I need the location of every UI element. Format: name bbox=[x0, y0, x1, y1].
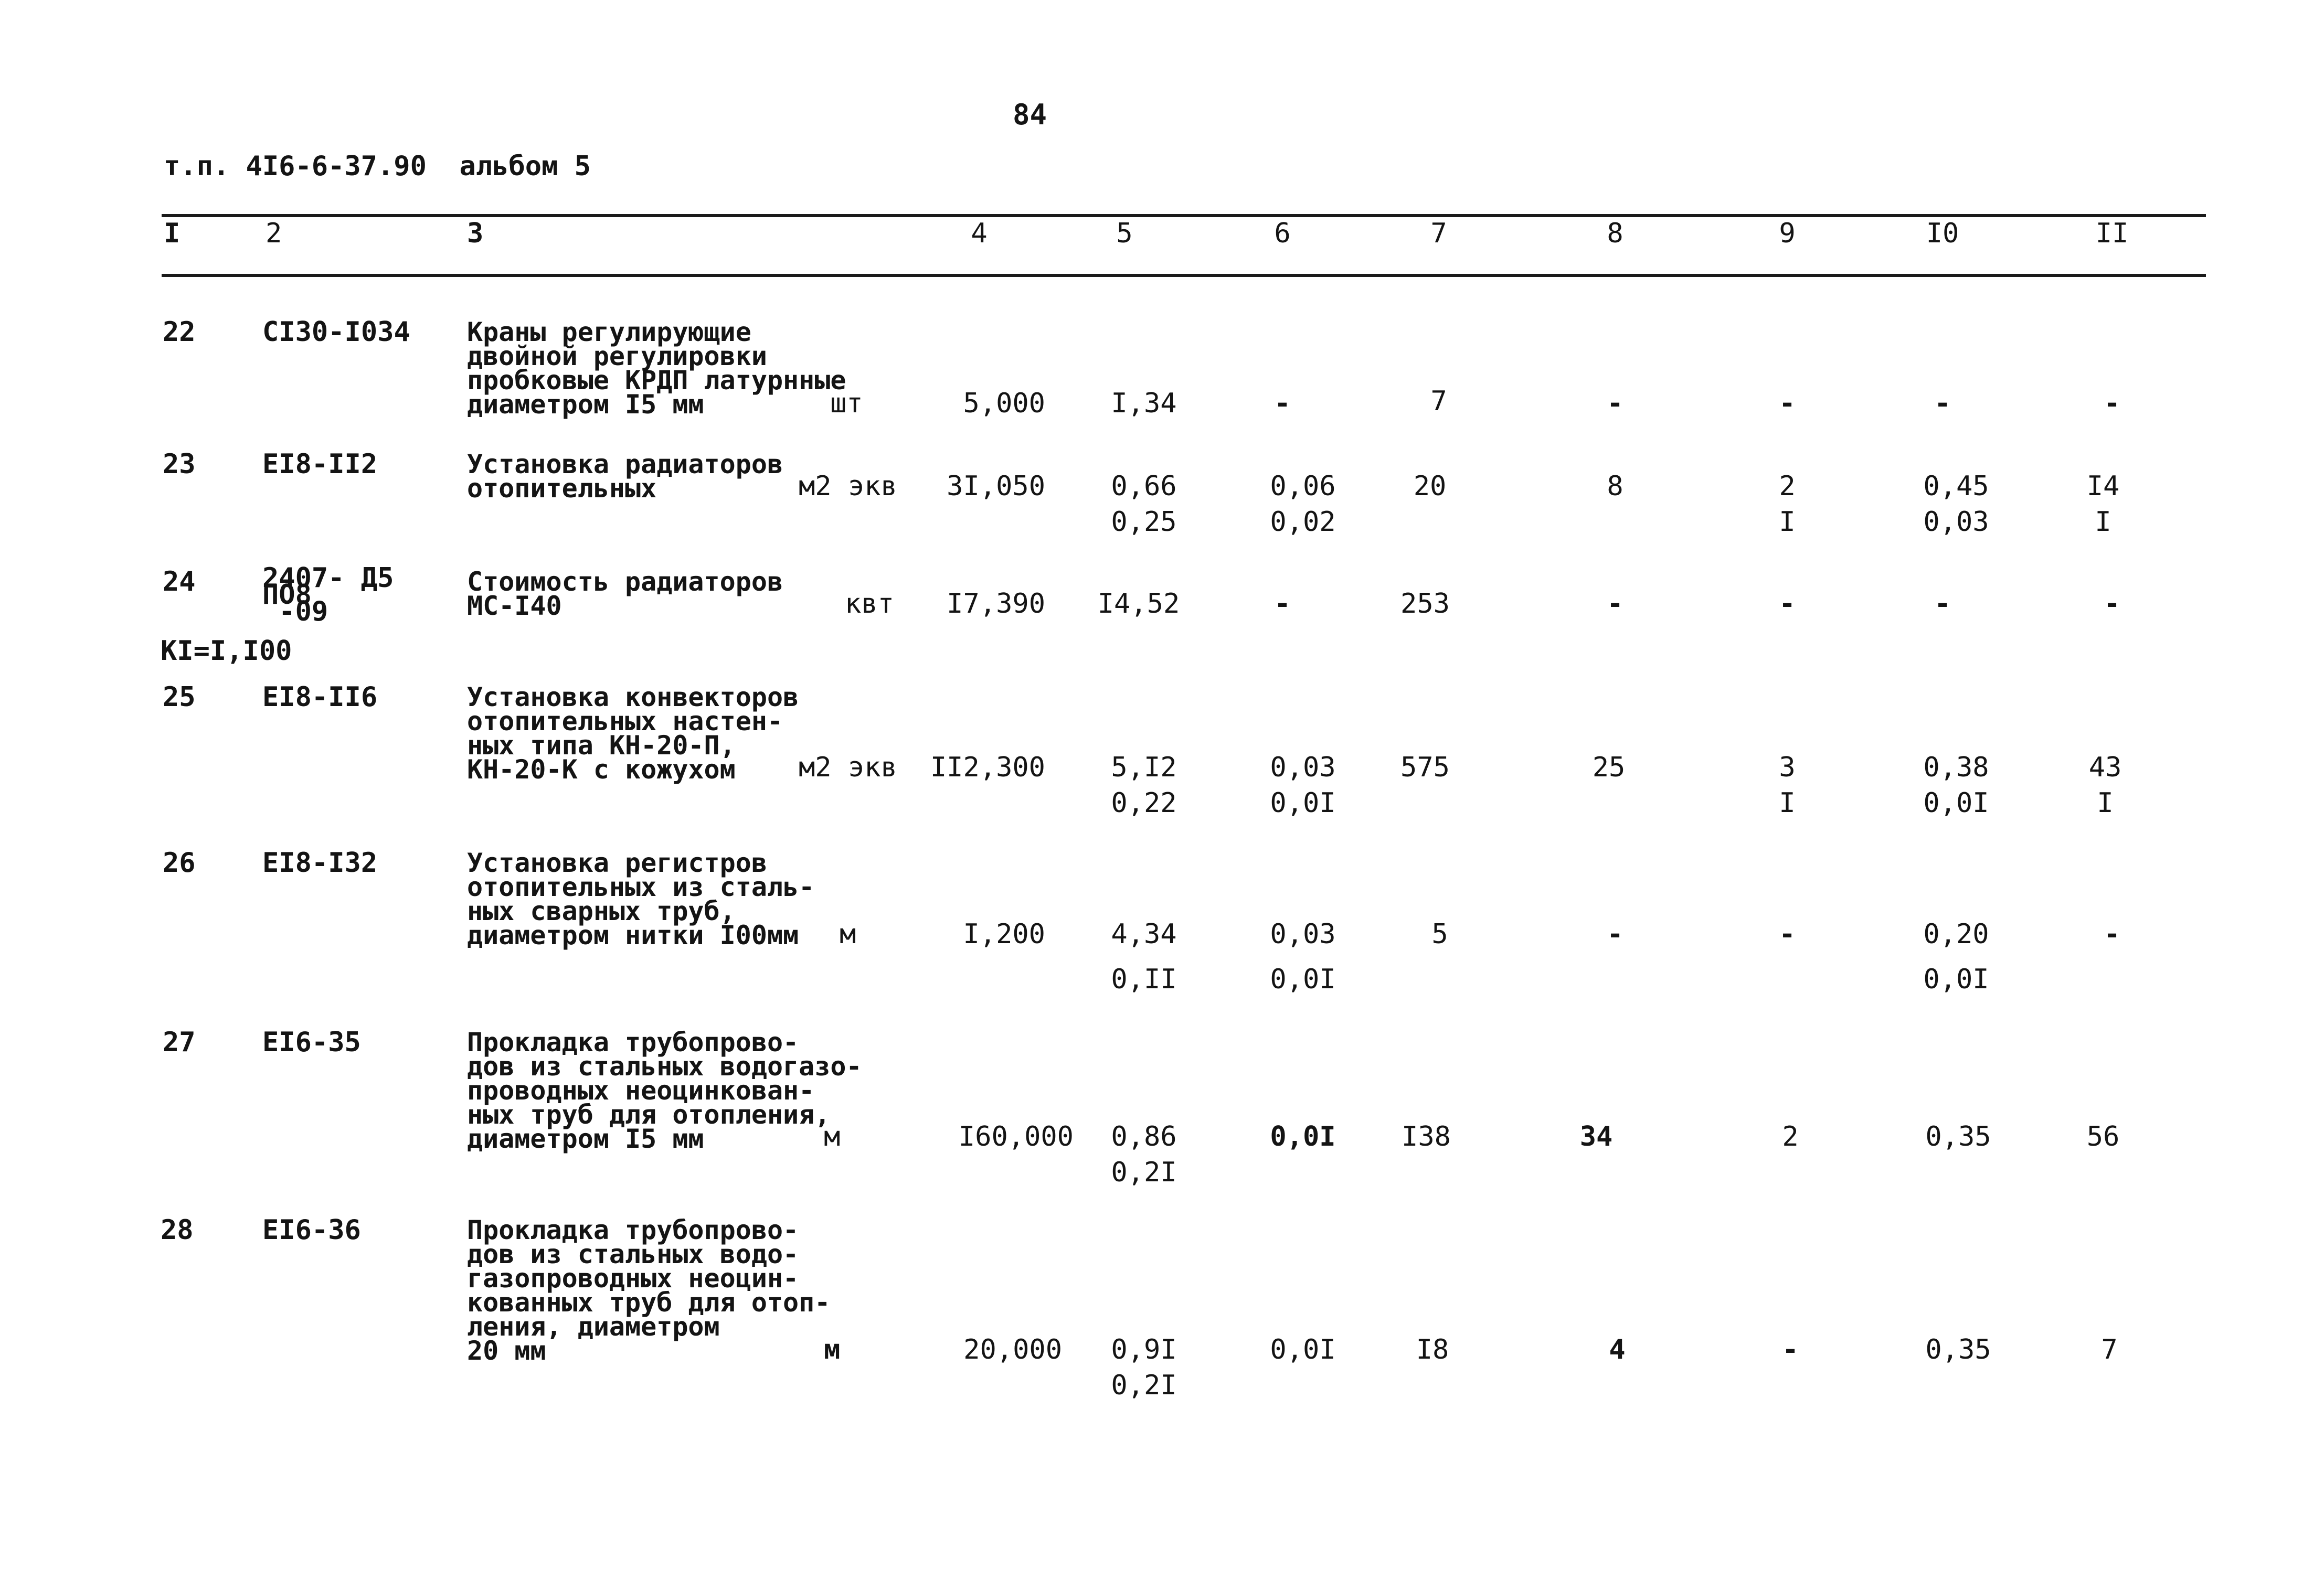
header-col-1: I bbox=[164, 218, 181, 249]
document-reference: т.п. 4I6-6-37.90 альбом 5 bbox=[164, 151, 591, 182]
row-col11: 7 bbox=[2101, 1334, 2118, 1365]
row-col7: 575 bbox=[1400, 752, 1450, 783]
row-col5-second: 0,25 bbox=[1111, 506, 1177, 538]
row-col5-second: 0,2I bbox=[1111, 1157, 1177, 1188]
row-code: EI8-II2 bbox=[262, 449, 378, 480]
row-description: Стоимость радиаторов МС-I40 bbox=[467, 567, 783, 621]
row-col8: - bbox=[1607, 388, 1623, 419]
header-col-9: 9 bbox=[1779, 218, 1796, 249]
row-col6: 0,06 bbox=[1270, 471, 1336, 502]
row-col7: 253 bbox=[1400, 588, 1450, 620]
row-quantity: I7,390 bbox=[947, 588, 1045, 620]
row-col6-second: 0,02 bbox=[1270, 506, 1336, 538]
row-number: 23 bbox=[163, 449, 196, 480]
row-col9-second: I bbox=[1779, 506, 1796, 538]
row-col6-second: 0,0I bbox=[1270, 964, 1336, 995]
header-col-5: 5 bbox=[1116, 218, 1133, 249]
row-unit: квт bbox=[845, 588, 894, 620]
row-unit: шт bbox=[830, 388, 863, 419]
row-col9-second: I bbox=[1779, 787, 1796, 819]
row-col5: I,34 bbox=[1111, 388, 1177, 419]
header-bottom-rule bbox=[162, 274, 2206, 277]
row-col10-second: 0,0I bbox=[1923, 964, 1989, 995]
page-number: 84 bbox=[1013, 98, 1047, 131]
row-col7: 7 bbox=[1430, 386, 1447, 417]
row-col6: 0,0I bbox=[1270, 1334, 1336, 1365]
row-col8: 34 bbox=[1579, 1121, 1613, 1152]
row-col11: - bbox=[2104, 388, 2120, 419]
header-col-2: 2 bbox=[266, 218, 282, 249]
row-description: Прокладка трубопрово- дов из стальных водо- газопроводных неоцин- кованных труб для отоп- ления, диаметром 20 мм bbox=[467, 1215, 831, 1366]
row-col9: - bbox=[1782, 1334, 1799, 1365]
row-col6-second: 0,0I bbox=[1270, 787, 1336, 819]
row-number: 22 bbox=[163, 316, 196, 348]
row-number: 27 bbox=[163, 1027, 196, 1058]
row-quantity: 20,000 bbox=[963, 1334, 1062, 1365]
row-col5: 0,66 bbox=[1111, 471, 1177, 502]
row-col5: 0,86 bbox=[1111, 1121, 1177, 1152]
row-col8: 4 bbox=[1609, 1334, 1626, 1365]
row-col11: - bbox=[2104, 588, 2120, 620]
row-unit: м bbox=[824, 1334, 841, 1365]
row-col9: - bbox=[1779, 388, 1796, 419]
row-col6: - bbox=[1274, 588, 1291, 620]
row-col8: - bbox=[1607, 588, 1623, 620]
row-number: 25 bbox=[163, 681, 196, 713]
row-col11: I4 bbox=[2086, 471, 2120, 502]
row-description: Установка радиаторов отопительных bbox=[467, 449, 783, 504]
row-col10: 0,35 bbox=[1925, 1334, 1991, 1365]
header-col-4: 4 bbox=[971, 218, 988, 249]
row-col6: 0,03 bbox=[1270, 752, 1336, 783]
row-col5: 4,34 bbox=[1111, 919, 1177, 950]
row-description: Установка конвекторов отопительных настен- ных типа КН-20-П, КН-20-К с кожухом bbox=[467, 682, 799, 785]
row-col10: 0,35 bbox=[1925, 1121, 1991, 1152]
header-col-8: 8 bbox=[1607, 218, 1623, 249]
row-description: Прокладка трубопрово- дов из стальных водогазо- проводных неоцинкован- ных труб для отопления, диаметром I5 мм bbox=[467, 1027, 862, 1154]
row-col11: 43 bbox=[2088, 752, 2122, 783]
row-col11: 56 bbox=[2086, 1121, 2120, 1152]
row-col11-second: I bbox=[2095, 506, 2111, 538]
header-col-10: I0 bbox=[1926, 218, 1959, 249]
header-top-rule bbox=[162, 214, 2206, 217]
row-quantity: I60,000 bbox=[958, 1121, 1074, 1152]
row-code: 2407- Д5 ПО8 -09 bbox=[262, 562, 394, 627]
row-col8: 25 bbox=[1592, 752, 1626, 783]
row-number: 24 bbox=[163, 566, 196, 597]
row-unit: м2 экв bbox=[799, 752, 897, 783]
row-col11: - bbox=[2104, 919, 2120, 950]
row-col10: - bbox=[1934, 388, 1951, 419]
row-code: EI6-35 bbox=[262, 1027, 361, 1058]
header-col-11: II bbox=[2095, 218, 2129, 249]
row-col9: 2 bbox=[1782, 1121, 1799, 1152]
row-col10: - bbox=[1934, 588, 1951, 620]
row-col5: 5,I2 bbox=[1111, 752, 1177, 783]
row-col10-second: 0,03 bbox=[1923, 506, 1989, 538]
row-quantity: 5,000 bbox=[963, 388, 1045, 419]
row-col6: 0,0I bbox=[1270, 1121, 1336, 1152]
row-col8: 8 bbox=[1607, 471, 1623, 502]
row-code: EI6-36 bbox=[262, 1214, 361, 1246]
row-col8: - bbox=[1607, 919, 1623, 950]
row-col7: I38 bbox=[1402, 1121, 1451, 1152]
header-col-6: 6 bbox=[1274, 218, 1291, 249]
row-col5: 0,9I bbox=[1111, 1334, 1177, 1365]
row-col9: - bbox=[1779, 919, 1796, 950]
row-col5-second: 0,2I bbox=[1111, 1370, 1177, 1401]
row-col10: 0,45 bbox=[1923, 471, 1989, 502]
row-col9: 3 bbox=[1779, 752, 1796, 783]
row-col6: 0,03 bbox=[1270, 919, 1336, 950]
row-description: Краны регулирующие двойной регулировки пробковые КРДП латурнные диаметром I5 мм bbox=[467, 317, 846, 420]
row-col7: 20 bbox=[1413, 471, 1447, 502]
row-col9: 2 bbox=[1779, 471, 1796, 502]
header-col-7: 7 bbox=[1430, 218, 1447, 249]
row-code-coefficient: KI=I,I00 bbox=[161, 635, 292, 667]
row-quantity: I,200 bbox=[963, 919, 1045, 950]
row-col10-second: 0,0I bbox=[1923, 787, 1989, 819]
row-col6: - bbox=[1274, 388, 1291, 419]
row-col11-second: I bbox=[2097, 787, 2114, 819]
row-col9: - bbox=[1779, 588, 1796, 620]
row-quantity: 3I,050 bbox=[947, 471, 1045, 502]
row-col10: 0,38 bbox=[1923, 752, 1989, 783]
row-col5-second: 0,22 bbox=[1111, 787, 1177, 819]
row-unit: м2 экв bbox=[799, 471, 897, 502]
row-col7: I8 bbox=[1416, 1334, 1449, 1365]
row-col10: 0,20 bbox=[1923, 919, 1989, 950]
row-number: 28 bbox=[161, 1214, 194, 1246]
row-code: EI8-I32 bbox=[262, 847, 378, 879]
header-col-3: 3 bbox=[467, 218, 484, 249]
row-unit: м bbox=[824, 1121, 841, 1152]
row-unit: м bbox=[840, 919, 856, 950]
row-col5: I4,52 bbox=[1097, 588, 1180, 620]
row-code: CI30-I034 bbox=[262, 316, 410, 348]
row-code: EI8-II6 bbox=[262, 681, 378, 713]
row-col7: 5 bbox=[1431, 919, 1448, 950]
row-col5-second: 0,II bbox=[1111, 964, 1177, 995]
row-number: 26 bbox=[163, 847, 196, 879]
row-quantity: II2,300 bbox=[930, 752, 1045, 783]
row-description: Установка регистров отопительных из сталь- ных сварных труб, диаметром нитки I00мм bbox=[467, 848, 815, 951]
